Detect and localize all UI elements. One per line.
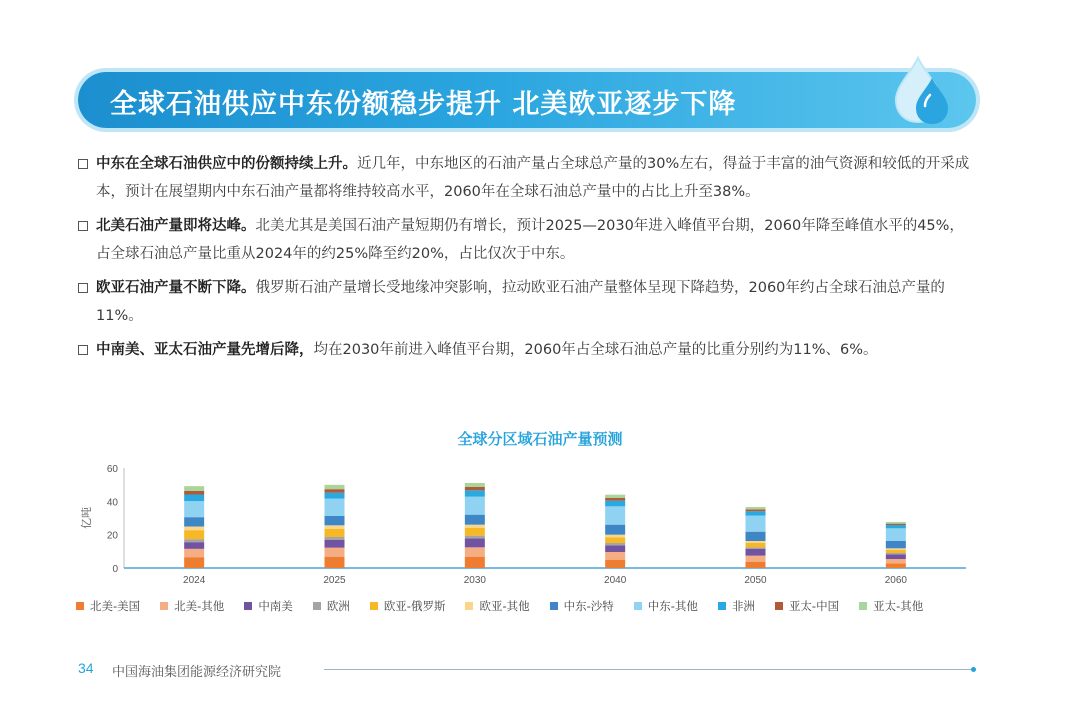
legend-label: 亚太-其他	[873, 599, 924, 613]
legend-label: 欧亚-俄罗斯	[383, 599, 446, 613]
bar-segment	[605, 495, 625, 498]
bar-segment	[746, 511, 766, 515]
bar-segment	[465, 538, 485, 547]
legend-swatch	[313, 602, 321, 610]
y-tick-label: 0	[112, 564, 118, 575]
bar-segment	[746, 507, 766, 509]
bar-segment	[746, 549, 766, 556]
legend-swatch	[718, 602, 726, 610]
bar-segment	[325, 529, 345, 537]
bar-segment	[605, 552, 625, 560]
bar-segment	[465, 490, 485, 496]
bullet-list	[78, 150, 978, 370]
bar-segment	[325, 516, 345, 525]
bar-segment	[465, 483, 485, 487]
legend-item	[313, 598, 350, 614]
bar-segment	[325, 489, 345, 493]
legend-label: 亚太-中国	[788, 599, 840, 613]
bullet-lead: 中东在全球石油供应中的份额持续上升。	[96, 156, 357, 172]
legend-label: 欧亚-其他	[479, 599, 530, 613]
legend-label: 中南美	[258, 599, 293, 613]
footer-divider	[324, 669, 972, 670]
bar-segment	[886, 528, 906, 541]
legend-swatch	[550, 602, 558, 610]
legend-swatch	[76, 602, 84, 610]
bar-segment	[325, 525, 345, 529]
bar-segment	[746, 509, 766, 511]
bar-segment	[886, 548, 906, 550]
bar-segment	[886, 524, 906, 525]
bar-segment	[746, 562, 766, 568]
bullet-item	[78, 150, 978, 206]
bullet-item	[78, 274, 978, 330]
bar-segment	[605, 501, 625, 507]
title-banner	[78, 72, 976, 128]
bar-segment	[325, 499, 345, 516]
bar-segment	[605, 560, 625, 568]
page-title: 全球石油供应中东份额稳步提升 北美欧亚逐步下降	[110, 89, 737, 120]
bullet-text: 北美尤其是美国石油产量短期仍有增长，预计2025—2030年进入峰值平台期，2060年降至峰值水平的45%，占全球石油总产量比重从2024年的约25%降至约20%，占比仅次于中东。	[96, 218, 964, 262]
legend-label: 北美-其他	[174, 599, 225, 613]
bar-segment	[184, 486, 204, 491]
chart-title: 全球分区域石油产量预测	[457, 430, 623, 448]
bullet-item	[78, 336, 978, 364]
bar-segment	[465, 487, 485, 490]
bar-segment	[605, 537, 625, 543]
bar-segment	[605, 543, 625, 545]
bar-segment	[746, 556, 766, 562]
bar-segment	[465, 525, 485, 528]
bar-segment	[886, 522, 906, 524]
legend-label: 非洲	[731, 599, 755, 613]
bullet-lead: 北美石油产量即将达峰。	[96, 218, 256, 234]
legend-label: 北美-美国	[90, 599, 141, 613]
bar-segment	[325, 485, 345, 489]
bar-segment	[886, 559, 906, 563]
legend-item	[718, 598, 755, 614]
bullet-lead: 中南美、亚太石油产量先增后降，	[96, 342, 314, 358]
bar-segment	[886, 553, 906, 554]
bullet-text: 俄罗斯石油产量增长受地缘冲突影响，拉动欧亚石油产量整体呈现下降趋势，2060年约占全球石油总产量的11%。	[96, 280, 945, 324]
bar-segment	[746, 543, 766, 547]
y-axis-label: 亿吨	[80, 507, 93, 529]
page-number: 34	[78, 660, 94, 676]
bar-segment	[325, 537, 345, 540]
bar-segment	[605, 545, 625, 552]
bar-segment	[886, 525, 906, 528]
bar-segment	[605, 498, 625, 501]
bullet-lead: 欧亚石油产量不断下降。	[96, 280, 256, 296]
x-tick-label: 2024	[183, 575, 206, 586]
bar-segment	[605, 535, 625, 538]
bar-segment	[184, 542, 204, 549]
legend-swatch	[160, 602, 168, 610]
bar-segment	[184, 539, 204, 542]
bar-segment	[465, 547, 485, 556]
bar-segment	[184, 491, 204, 495]
bullet-text: 均在2030年前进入峰值平台期，2060年占全球石油总产量的比重分别约为11%、6%。	[313, 342, 878, 358]
bar-segment	[184, 549, 204, 557]
bullet-item	[78, 212, 978, 268]
bar-segment	[325, 540, 345, 548]
legend-item	[634, 598, 698, 614]
bar-segment	[184, 530, 204, 539]
legend-swatch	[370, 602, 378, 610]
x-tick-label: 2025	[323, 575, 346, 586]
y-tick-label: 20	[106, 530, 118, 542]
bar-segment	[465, 557, 485, 568]
page-footer	[78, 660, 978, 680]
bar-segment	[746, 516, 766, 532]
chart-legend	[76, 598, 986, 614]
bar-segment	[465, 528, 485, 536]
x-tick-label: 2030	[463, 575, 486, 586]
legend-item	[465, 598, 529, 614]
bar-segment	[325, 548, 345, 557]
bar-segment	[325, 557, 345, 568]
legend-label: 中东-其他	[647, 599, 698, 613]
checkbox-square-icon	[78, 345, 88, 355]
x-tick-label: 2060	[884, 575, 907, 586]
bar-segment	[184, 557, 204, 568]
legend-swatch	[634, 602, 642, 610]
bar-segment	[886, 550, 906, 553]
legend-item	[370, 598, 446, 614]
legend-swatch	[859, 602, 867, 610]
legend-item	[76, 598, 140, 614]
legend-item	[244, 598, 293, 614]
organization-name: 中国海油集团能源经济研究院	[112, 665, 282, 680]
bar-segment	[605, 506, 625, 524]
bar-segment	[184, 517, 204, 526]
checkbox-square-icon	[78, 221, 88, 231]
bar-segment	[465, 497, 485, 515]
checkbox-square-icon	[78, 283, 88, 293]
bar-segment	[325, 493, 345, 499]
x-tick-label: 2040	[604, 575, 627, 586]
water-drop-icon	[892, 56, 954, 128]
bar-segment	[184, 527, 204, 531]
bar-segment	[886, 554, 906, 559]
bar-segment	[184, 501, 204, 517]
bar-segment	[465, 515, 485, 525]
legend-item	[550, 598, 614, 614]
legend-swatch	[244, 602, 252, 610]
checkbox-square-icon	[78, 159, 88, 169]
y-tick-label: 40	[106, 497, 118, 509]
bar-segment	[886, 541, 906, 548]
bar-segment	[465, 536, 485, 539]
bullet-text: 近几年，中东地区的石油产量占全球总产量的30%左右，得益于丰富的油气资源和较低的开采成本，预计在展望期内中东石油产量都将维持较高水平，2060年在全球石油总产量中的占比上升至38%。	[96, 156, 970, 200]
legend-label: 中东-沙特	[563, 599, 614, 613]
legend-swatch	[465, 602, 473, 610]
legend-swatch	[775, 602, 783, 610]
y-tick-label: 60	[106, 464, 118, 475]
legend-item	[859, 598, 923, 614]
bar-segment	[746, 541, 766, 543]
bar-segment	[746, 532, 766, 541]
stacked-bar-chart	[60, 458, 980, 590]
legend-label: 欧洲	[326, 599, 350, 613]
legend-item	[160, 598, 224, 614]
legend-item	[775, 598, 839, 614]
x-tick-label: 2050	[744, 575, 767, 586]
bar-segment	[605, 525, 625, 535]
bar-segment	[886, 563, 906, 568]
bar-segment	[746, 547, 766, 549]
bar-segment	[184, 495, 204, 502]
footer-dot	[971, 667, 976, 672]
